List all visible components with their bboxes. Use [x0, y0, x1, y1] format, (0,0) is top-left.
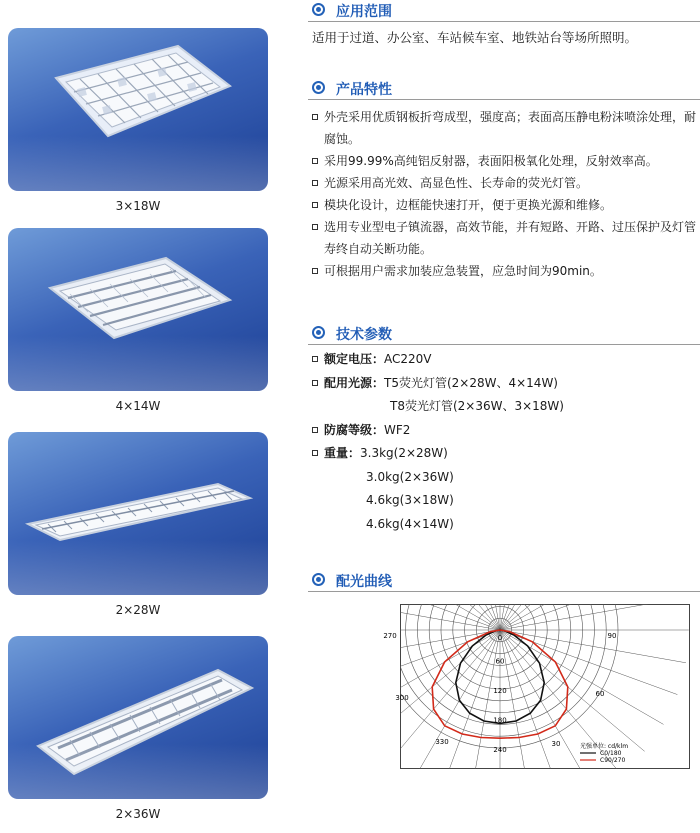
- product-card-3x18w: [8, 28, 268, 213]
- grille-luminaire-image: [8, 432, 268, 595]
- light-distribution-chart: [383, 604, 690, 773]
- product-caption: 3×18W: [115, 199, 161, 213]
- spec-weight: 重量：3.3kg(2×28W): [308, 442, 700, 466]
- square-bullet-icon: [312, 224, 318, 230]
- product-photo-4x14w: [8, 228, 268, 391]
- features-section: [308, 78, 700, 282]
- grille-luminaire-image: [8, 28, 268, 191]
- product-photo-2x28w: [8, 432, 268, 595]
- product-photo-2x36w: [8, 636, 268, 799]
- square-bullet-icon: [312, 450, 318, 456]
- radial-label: 60: [495, 657, 505, 666]
- product-gallery: [0, 0, 290, 833]
- section-header: [308, 323, 700, 345]
- product-card-2x28w: [8, 432, 268, 617]
- radial-label: 120: [493, 687, 507, 695]
- legend-label: C90/270: [600, 757, 626, 764]
- spec-light-source: 配用光源：T5荧光灯管(2×28W、4×14W): [308, 372, 700, 396]
- section-bullet-icon: [312, 81, 325, 94]
- feature-item: 外壳采用优质钢板折弯成型，强度高；表面高压静电粉沫喷涂处理，耐腐蚀。: [308, 106, 700, 150]
- feature-item: 可根据用户需求加装应急装置，应急时间为90min。: [308, 260, 700, 282]
- square-bullet-icon: [312, 268, 318, 274]
- section-title: 配光曲线: [336, 574, 392, 590]
- product-card-2x36w: [8, 636, 268, 821]
- square-bullet-icon: [312, 180, 318, 186]
- grille-luminaire-image: [8, 228, 268, 391]
- product-photo-3x18w: [8, 28, 268, 191]
- feature-item: 模块化设计，边框能快速打开，便于更换光源和维修。: [308, 194, 700, 216]
- section-title: 技术参数: [336, 327, 392, 343]
- radial-label: 180: [493, 716, 507, 725]
- feature-item: 选用专业型电子镇流器，高效节能，并有短路、开路、过压保护及灯管寿终自动关断功能。: [308, 216, 700, 260]
- spec-voltage: 额定电压：AC220V: [308, 348, 700, 372]
- angle-label: 270: [383, 632, 397, 640]
- section-divider: [308, 591, 700, 592]
- section-bullet-icon: [312, 326, 325, 339]
- legend-title: 光强单位: cd/klm: [580, 743, 629, 750]
- polar-chart-svg: [383, 604, 690, 769]
- product-card-4x14w: [8, 228, 268, 413]
- section-header: [308, 570, 700, 592]
- product-caption: 2×36W: [115, 807, 161, 821]
- legend-label: C0/180: [600, 750, 622, 757]
- application-section: [308, 0, 700, 47]
- angle-label: 300: [395, 694, 409, 702]
- feature-item: 光源采用高光效、高显色性、长寿命的荧光灯管。: [308, 172, 700, 194]
- section-header: [308, 78, 700, 100]
- grille-luminaire-image: [8, 636, 268, 799]
- product-caption: 2×28W: [115, 603, 161, 617]
- feature-item: 采用99.99%高纯铝反射器，表面阳极氧化处理，反射效率高。: [308, 150, 700, 172]
- angle-label: 60: [595, 690, 605, 698]
- square-bullet-icon: [312, 202, 318, 208]
- section-title: 产品特性: [336, 82, 392, 98]
- product-caption: 4×14W: [115, 399, 161, 413]
- section-bullet-icon: [312, 573, 325, 586]
- spec-light-source-2: T8荧光灯管(2×36W、3×18W): [390, 399, 564, 413]
- section-title: 应用范围: [336, 4, 392, 20]
- square-bullet-icon: [312, 114, 318, 120]
- section-header: [308, 0, 700, 22]
- feature-list: [308, 106, 700, 282]
- spec-protection: 防腐等级：WF2: [308, 419, 700, 443]
- square-bullet-icon: [312, 356, 318, 362]
- square-bullet-icon: [312, 380, 318, 386]
- section-divider: [308, 99, 700, 100]
- specs-section: [308, 323, 700, 536]
- spec-weight-3: 4.6kg(3×18W): [366, 493, 454, 507]
- section-divider: [308, 21, 700, 22]
- section-divider: [308, 344, 700, 345]
- application-text: 适用于过道、办公室、车站候车室、地铁站台等场所照明。: [312, 30, 638, 45]
- square-bullet-icon: [312, 158, 318, 164]
- spec-weight-2: 3.0kg(2×36W): [366, 469, 454, 484]
- angle-label: 330: [435, 738, 449, 746]
- curve-section: [308, 570, 700, 592]
- angle-label: 30: [551, 740, 561, 748]
- radial-label: 0: [497, 634, 503, 642]
- angle-label: 90: [607, 632, 617, 640]
- section-bullet-icon: [312, 3, 325, 16]
- spec-list: [308, 348, 700, 536]
- spec-weight-4: 4.6kg(4×14W): [366, 516, 454, 531]
- square-bullet-icon: [312, 427, 318, 433]
- radial-label: 240: [493, 746, 507, 754]
